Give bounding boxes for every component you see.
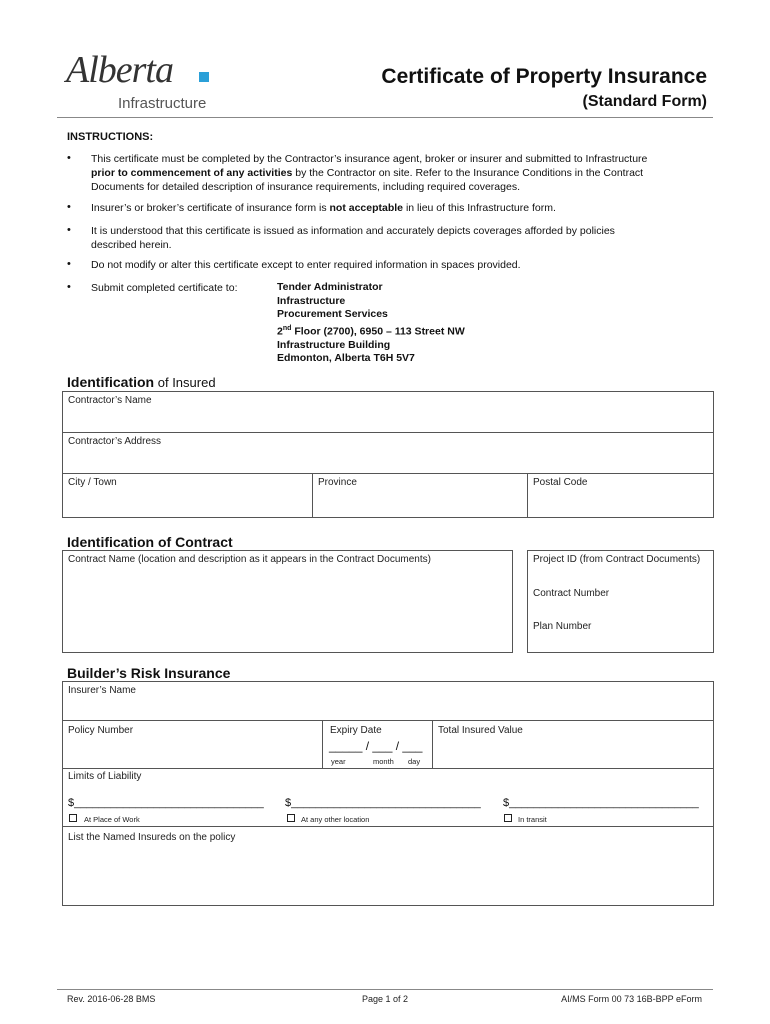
instruction-1 <box>91 152 713 194</box>
footer-page-number: Page 1 of 2 <box>362 994 409 1004</box>
footer-revision: Rev. 2016-06-28 BMS <box>67 994 156 1004</box>
expiry-month-label: month <box>373 757 394 766</box>
logo-subtitle: Infrastructure <box>118 95 207 112</box>
contract-section-title: Identification of Contract <box>67 534 233 550</box>
policy-number-field[interactable]: Policy Number <box>68 725 134 736</box>
divider <box>527 473 528 518</box>
footer-divider <box>57 989 713 990</box>
bullet-icon: • <box>67 281 71 293</box>
bullet-icon: • <box>67 152 71 164</box>
instruction-5: Submit completed certificate to: <box>91 282 238 294</box>
instructions-heading: INSTRUCTIONS: <box>67 131 154 143</box>
limit-other-location-field[interactable]: $_______________________________ <box>285 797 481 809</box>
address-line-5: Infrastructure Building <box>277 338 391 351</box>
instruction-3-line2: described herein. <box>91 239 172 251</box>
divider <box>322 720 323 768</box>
address-line-3: Procurement Services <box>277 308 388 320</box>
address-line-6: Edmonton, Alberta T6H 5V7 <box>277 352 415 364</box>
insurer-name-field[interactable]: Insurer’s Name <box>68 685 136 696</box>
province-field[interactable]: Province <box>318 477 357 488</box>
limits-of-liability-label: Limits of Liability <box>68 771 142 782</box>
divider <box>62 432 714 433</box>
instruction-2-pre: Insurer’s or broker’s certificate of insurance form is <box>91 202 327 214</box>
divider <box>62 768 714 769</box>
page-subtitle: (Standard Form) <box>582 93 707 110</box>
address-line-2: Infrastructure <box>277 294 346 307</box>
address-line-1: Tender Administrator <box>277 281 383 293</box>
bullet-icon: • <box>67 201 71 213</box>
place-of-work-label: At Place of Work <box>84 815 140 824</box>
instruction-1-end: Documents for detailed description of insurance requirements, including required coverages. <box>91 181 520 193</box>
expiry-date-field[interactable]: _____ / ___ / ___ <box>329 739 423 753</box>
header-divider <box>57 117 713 118</box>
in-transit-label: In transit <box>518 815 547 824</box>
logo-square-icon <box>199 72 209 82</box>
divider <box>312 473 313 518</box>
expiry-day-label: day <box>408 757 421 766</box>
limit-in-transit-field[interactable]: $_______________________________ <box>503 797 699 809</box>
alberta-logo <box>66 44 226 116</box>
footer-form-number: AI/MS Form 00 73 16B-BPP eForm <box>561 994 702 1004</box>
instruction-3-line1: It is understood that this certificate is issued as information and accurately depicts coverages afforded by policies <box>91 225 615 237</box>
contractor-address-field[interactable]: Contractor’s Address <box>68 436 162 447</box>
insured-section-title: Identification of Insured <box>67 374 216 390</box>
instruction-1-mid: by the Contractor on site. Refer to the Insurance Conditions in the Contract <box>295 167 644 179</box>
divider <box>62 720 714 721</box>
bullet-icon: • <box>67 224 71 236</box>
divider <box>62 473 714 474</box>
plan-number-field[interactable]: Plan Number <box>533 621 592 632</box>
total-insured-value-field[interactable]: Total Insured Value <box>438 725 523 736</box>
instruction-1-text: This certificate must be completed by the Contractor’s insurance agent, broker or insurer and submitted to Infrastructure <box>91 153 648 165</box>
in-transit-checkbox[interactable] <box>504 814 512 822</box>
builders-risk-section-title: Builder’s Risk Insurance <box>67 665 231 681</box>
place-of-work-checkbox[interactable] <box>69 814 77 822</box>
contract-number-field[interactable]: Contract Number <box>533 588 610 599</box>
limit-place-of-work-field[interactable]: $_______________________________ <box>68 797 264 809</box>
project-id-field[interactable]: Project ID (from Contract Documents) <box>533 554 701 565</box>
bullet-icon: • <box>67 258 71 270</box>
named-insureds-field[interactable]: List the Named Insureds on the policy <box>68 832 236 843</box>
divider <box>62 826 714 827</box>
expiry-year-label: year <box>331 757 346 766</box>
expiry-date-label: Expiry Date <box>330 725 382 736</box>
page-title: Certificate of Property Insurance <box>381 65 707 88</box>
instruction-2-post: in lieu of this Infrastructure form. <box>405 202 556 214</box>
address-line-4: 2nd Floor (2700), 6950 – 113 Street NW <box>277 324 465 337</box>
submission-address <box>277 281 465 366</box>
other-location-label: At any other location <box>301 815 370 824</box>
contract-name-field[interactable]: Contract Name (location and description as it appears in the Contract Documents) <box>68 554 431 565</box>
instruction-3 <box>91 224 713 252</box>
contractor-name-field[interactable]: Contractor’s Name <box>68 395 152 406</box>
instruction-1-bold: prior to commencement of any activities <box>91 167 293 179</box>
divider <box>432 720 433 768</box>
postal-code-field[interactable]: Postal Code <box>533 477 588 488</box>
logo-wordmark: Alberta <box>66 49 173 91</box>
instruction-4: Do not modify or alter this certificate except to enter required information in spaces provided. <box>91 259 521 271</box>
instruction-2 <box>91 201 713 215</box>
instruction-2-bold: not acceptable <box>329 202 404 214</box>
other-location-checkbox[interactable] <box>287 814 295 822</box>
city-field[interactable]: City / Town <box>68 477 117 488</box>
